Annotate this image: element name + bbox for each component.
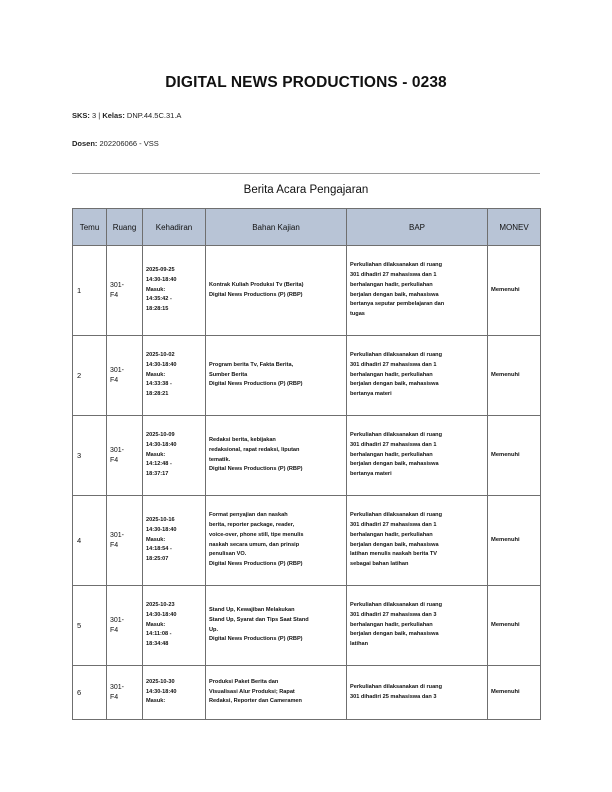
section-title: Berita Acara Pengajaran [243, 184, 369, 196]
cell-temu: 2 [73, 336, 107, 416]
table-row [73, 666, 541, 720]
cell-kehadiran: 2025-10-16 14:30-18:40 Masuk: 14:18:54 - 18:25:07 [143, 496, 206, 586]
cell-monev: Memenuhi [488, 666, 541, 720]
cell-ruang: 301- F4 [107, 416, 143, 496]
cell-temu: 5 [73, 586, 107, 666]
cell-bahan-kajian: Program berita Tv, Fakta Berita, Sumber Berita Digital News Productions (P) (RBP) [206, 336, 347, 416]
section-divider [72, 173, 540, 174]
table-row [73, 586, 541, 666]
cell-temu: 1 [73, 246, 107, 336]
cell-ruang: 301- F4 [107, 336, 143, 416]
cell-monev: Memenuhi [488, 586, 541, 666]
cell-ruang: 301- F4 [107, 666, 143, 720]
course-meta-line [72, 111, 181, 120]
cell-ruang: 301- F4 [107, 586, 143, 666]
cell-bahan-kajian: Kontrak Kuliah Produksi Tv (Berita) Digital News Productions (P) (RBP) [206, 246, 347, 336]
header-ruang: Ruang [107, 209, 143, 246]
cell-temu: 3 [73, 416, 107, 496]
cell-bap: Perkuliahan dilaksanakan di ruang 301 dihadiri 27 mahasiswa dan 1 berhalangan hadir, perkuliahan berjalan dengan baik, mahasiswa latihan menulis naskah berita TV sebagai bahan latihan [347, 496, 488, 586]
dosen-label: Dosen: [72, 139, 98, 148]
lecturer-meta-line [72, 139, 159, 148]
header-kehadiran: Kehadiran [143, 209, 206, 246]
cell-monev: Memenuhi [488, 416, 541, 496]
cell-monev: Memenuhi [488, 336, 541, 416]
table-row [73, 336, 541, 416]
cell-kehadiran: 2025-10-23 14:30-18:40 Masuk: 14:11:08 - 18:34:48 [143, 586, 206, 666]
cell-bahan-kajian: Produksi Paket Berita dan Visualisasi Alur Produksi; Rapat Redaksi, Reporter dan Cameramen [206, 666, 347, 720]
cell-bahan-kajian: Format penyajian dan naskah berita, reporter package, reader, voice-over, phone still, tipe menulis naskah secara umum, dan prinsip penulisan VO. Digital News Productions (P) (RBP) [206, 496, 347, 586]
cell-bap: Perkuliahan dilaksanakan di ruang 301 dihadiri 25 mahasiswa dan 3 [347, 666, 488, 720]
header-temu: Temu [73, 209, 107, 246]
header-bap: BAP [347, 209, 488, 246]
cell-kehadiran: 2025-10-30 14:30-18:40 Masuk: [143, 666, 206, 720]
document-title: DIGITAL NEWS PRODUCTIONS - 0238 [165, 74, 447, 91]
cell-monev: Memenuhi [488, 496, 541, 586]
cell-monev: Memenuhi [488, 246, 541, 336]
cell-kehadiran: 2025-09-25 14:30-18:40 Masuk: 14:35:42 - 18:28:15 [143, 246, 206, 336]
sks-label: SKS: [72, 111, 90, 120]
cell-bap: Perkuliahan dilaksanakan di ruang 301 dihadiri 27 mahasiswa dan 1 berhalangan hadir, perkuliahan berjalan dengan baik, mahasiswa bertanya materi [347, 336, 488, 416]
table-row [73, 496, 541, 586]
table-row [73, 416, 541, 496]
cell-kehadiran: 2025-10-09 14:30-18:40 Masuk: 14:12:48 - 18:37:17 [143, 416, 206, 496]
teaching-record-table [72, 208, 541, 720]
table-header-row [73, 209, 541, 246]
cell-temu: 6 [73, 666, 107, 720]
cell-bap: Perkuliahan dilaksanakan di ruang 301 dihadiri 27 mahasiswa dan 1 berhalangan hadir, perkuliahan berjalan dengan baik, mahasiswa bertanya seputar pembelajaran dan tugas [347, 246, 488, 336]
dosen-value: 202206066 - VSS [99, 139, 159, 148]
header-bahan-kajian: Bahan Kajian [206, 209, 347, 246]
cell-bap: Perkuliahan dilaksanakan di ruang 301 dihadiri 27 mahasiswa dan 1 berhalangan hadir, perkuliahan berjalan dengan baik, mahasiswa bertanya materi [347, 416, 488, 496]
cell-ruang: 301- F4 [107, 496, 143, 586]
kelas-label: Kelas: [102, 111, 125, 120]
cell-bap: Perkuliahan dilaksanakan di ruang 301 dihadiri 27 mahasiswa dan 3 berhalangan hadir, perkuliahan berjalan dengan baik, mahasiswa latihan [347, 586, 488, 666]
header-monev: MONEV [488, 209, 541, 246]
kelas-value: DNP.44.5C.31.A [126, 111, 182, 120]
table-row [73, 246, 541, 336]
cell-bahan-kajian: Redaksi berita, kebijakan redaksional, rapat redaksi, liputan tematik. Digital News Productions (P) (RBP) [206, 416, 347, 496]
cell-kehadiran: 2025-10-02 14:30-18:40 Masuk: 14:33:38 - 18:28:21 [143, 336, 206, 416]
cell-ruang: 301- F4 [107, 246, 143, 336]
cell-temu: 4 [73, 496, 107, 586]
cell-bahan-kajian: Stand Up, Kewajiban Melakukan Stand Up, Syarat dan Tips Saat Stand Up. Digital News Productions (P) (RBP) [206, 586, 347, 666]
sks-value: 3 | [92, 111, 101, 120]
